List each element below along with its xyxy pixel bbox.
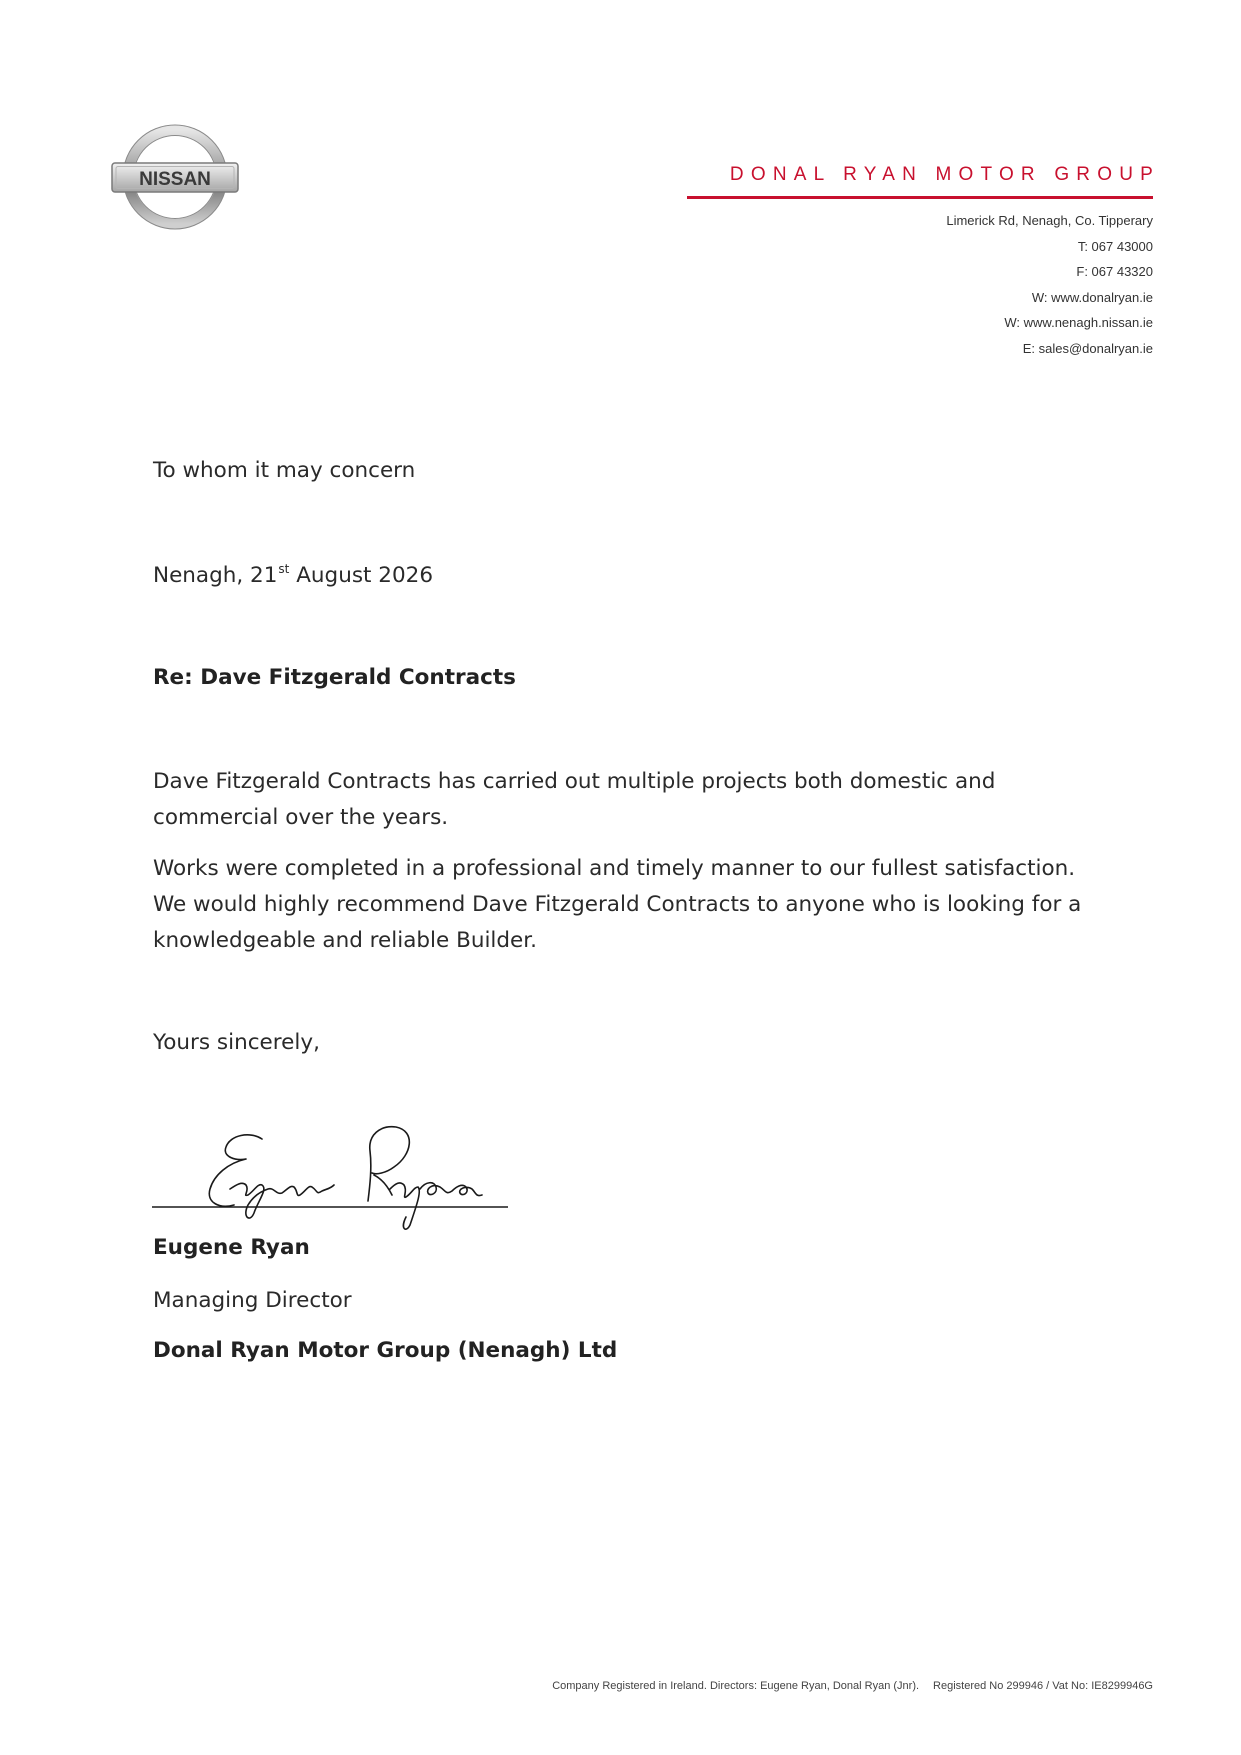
website-line-1: W: www.donalryan.ie — [1031, 289, 1153, 305]
date-rest: August 2026 — [289, 563, 434, 588]
letterhead-divider — [687, 196, 1153, 199]
letter-date — [153, 562, 433, 588]
signer-company: Donal Ryan Motor Group (Nenagh) Ltd — [153, 1338, 618, 1363]
email-line: E: sales@donalryan.ie — [1022, 340, 1153, 356]
handwritten-signature — [150, 1105, 520, 1235]
salutation: To whom it may concern — [153, 458, 416, 483]
address-line: Limerick Rd, Nenagh, Co. Tipperary — [946, 213, 1153, 228]
date-ordinal: st — [278, 562, 290, 576]
footer-directors: Company Registered in Ireland. Directors: Eugene Ryan, Donal Ryan (Jnr). — [552, 1680, 920, 1692]
body-paragraph-2: Works were completed in a professional and timely manner to our fullest satisfaction. We would highly recommend Dave Fitzgerald Contracts to anyone who is looking for a knowledgeable and reliable Builder. — [153, 856, 1082, 953]
contact-block — [946, 208, 1153, 361]
signer-title: Managing Director — [153, 1288, 352, 1313]
body-paragraph-1: Dave Fitzgerald Contracts has carried out multiple projects both domestic and commercial over the years. — [153, 769, 996, 830]
subject-line: Re: Dave Fitzgerald Contracts — [153, 665, 516, 690]
company-letterhead-name: DONAL RYAN MOTOR GROUP — [729, 164, 1160, 185]
date-prefix: Nenagh, 21 — [153, 563, 278, 588]
website-line-2: W: www.nenagh.nissan.ie — [1004, 315, 1153, 330]
fax-line: F: 067 43320 — [1076, 264, 1153, 279]
signer-name: Eugene Ryan — [153, 1235, 310, 1260]
footer-numbers: Registered No 299946 / Vat No: IE8299946G — [933, 1680, 1153, 1692]
nissan-logo-icon — [110, 122, 240, 232]
phone-line: T: 067 43000 — [1077, 238, 1153, 254]
closing: Yours sincerely, — [153, 1030, 320, 1055]
footer-registration — [552, 1680, 1153, 1692]
nissan-logo-text: NISSAN — [139, 169, 211, 190]
